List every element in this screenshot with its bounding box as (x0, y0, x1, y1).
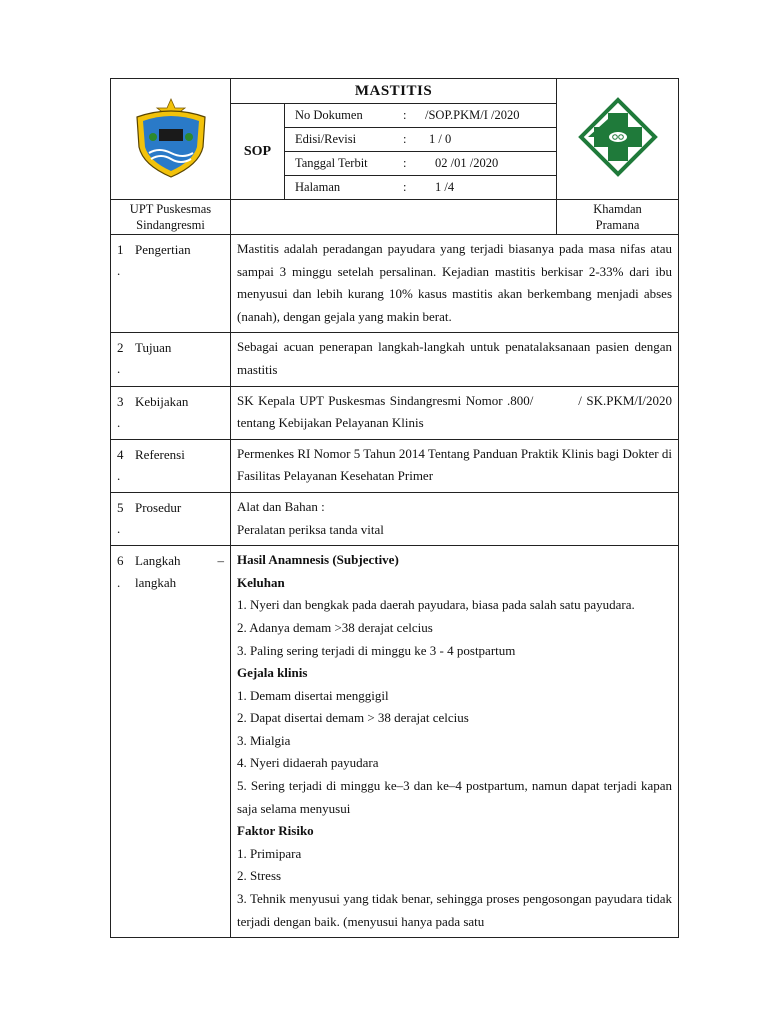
header-table (110, 78, 679, 235)
langkah-text (231, 546, 679, 938)
meta-tanggal-terbit: Tanggal Terbit : 02 /01 /2020 (285, 152, 557, 176)
pengertian-text: Mastitis adalah peradangan payudara yang terjadi biasanya pada masa nifas atau sampai 3 minggu setelah persalinan. Kejadian mastitis berkisar 2-33% dari ibu menyusui dan lebih kurang 10% kasus mastitis akan berkembang menjadi abses (nanah), dengan gejala yang makin berat. (231, 235, 679, 333)
org-left: UPT Puskesmas Sindangresmi (111, 200, 231, 235)
list-item: 4. Nyeri didaerah payudara (237, 755, 379, 771)
list-item: 3. Mialgia (237, 732, 291, 748)
list-item: 3. Tehnik menyusui yang tidak benar, sehingga proses pengosongan payudara tidak terjadi dengan baik. (menyusui hanya pada satu (237, 891, 672, 929)
list-item: 2. Dapat disertai demam > 38 derajat celcius (237, 710, 469, 726)
section-pengertian: 1 Pengertian . Mastitis adalah peradangan payudara yang terjadi biasanya pada masa nifas atau sampai 3 minggu setelah persalinan. Kejadian mastitis berkisar 2-33% dari ibu menyusui dan lebih kurang 10% kasus mastitis akan berkembang menjadi abses (nanah), dengan gejala yang makin berat. (111, 235, 679, 333)
heading-keluhan: Keluhan (237, 574, 285, 590)
heading-gejala-klinis: Gejala klinis (237, 665, 308, 681)
org-right: Khamdan Pramana (557, 200, 679, 235)
list-item: 3. Paling sering terjadi di minggu ke 3 - 4 postpartum (237, 642, 516, 658)
regency-emblem-icon (129, 95, 213, 179)
heading-faktor-risiko: Faktor Risiko (237, 823, 314, 839)
puskesmas-logo-cell (557, 79, 679, 200)
regency-logo-cell (111, 79, 231, 200)
referensi-text: Permenkes RI Nomor 5 Tahun 2014 Tentang Panduan Praktik Klinis bagi Dokter di Fasilitas Pelayanan Kesehatan Primer (231, 439, 679, 492)
list-item: 5. Sering terjadi di minggu ke–3 dan ke–4 postpartum, namun dapat terjadi kapan saja selama menyusui (237, 778, 672, 816)
meta-halaman: Halaman : 1 /4 (285, 176, 557, 200)
section-tujuan: 2 Tujuan . Sebagai acuan penerapan langkah-langkah untuk penatalaksanaan pasien dengan mastitis (111, 333, 679, 386)
org-middle-blank (231, 200, 557, 235)
list-item: 2. Stress (237, 868, 282, 884)
meta-edisi-revisi: Edisi/Revisi : 1 / 0 (285, 128, 557, 152)
sop-label: SOP (231, 104, 285, 200)
kebijakan-text: SK Kepala UPT Puskesmas Sindangresmi Nomor .800/ / SK.PKM/I/2020 tentang Kebijakan Pelayanan Klinis (231, 386, 679, 439)
prosedur-text: Alat dan Bahan : Peralatan periksa tanda vital (231, 492, 679, 545)
meta-no-dokumen: No Dokumen : /SOP.PKM/I /2020 (285, 104, 557, 128)
list-item: 2. Adanya demam >38 derajat celcius (237, 619, 433, 635)
content-table (110, 234, 679, 938)
heading-anamnesis: Hasil Anamnesis (Subjective) (237, 552, 399, 568)
section-kebijakan: 3 Kebijakan . SK Kepala UPT Puskesmas Sindangresmi Nomor .800/ / SK.PKM/I/2020 tentang Kebijakan Pelayanan Klinis (111, 386, 679, 439)
list-item: 1. Demam disertai menggigil (237, 687, 389, 703)
sop-document (110, 78, 678, 930)
section-langkah: 6 Langkah – . langkah Hasil Anamnesis (Subjective) Keluhan 1. Nyeri dan bengkak pada daerah payudara, biasa pada salah satu payudara. 2. Adanya demam >38 derajat celcius 3. Paling sering terjadi di minggu ke 3 - 4 postpartum Gejala klinis 1. Demam disertai menggigil 2. Dapat disertai demam > 38 derajat celcius 3. Mialgia 4. Nyeri didaerah payudara 5. Sering terjadi di minggu ke–3 dan ke–4 postpartum, namun dapat terjadi kapan saja selama menyusui Faktor Risiko 1. Primipara 2. Stress 3. Tehnik menyusui yang tidak benar, sehingga proses pengosongan payudara tidak terjadi dengan baik. (menyusui hanya pada satu (111, 546, 679, 938)
list-item: 1. Primipara (237, 845, 302, 861)
tujuan-text: Sebagai acuan penerapan langkah-langkah untuk penatalaksanaan pasien dengan mastitis (231, 333, 679, 386)
puskesmas-logo-icon (578, 97, 658, 177)
section-prosedur: 5 Prosedur . Alat dan Bahan : Peralatan periksa tanda vital (111, 492, 679, 545)
section-referensi: 4 Referensi . Permenkes RI Nomor 5 Tahun 2014 Tentang Panduan Praktik Klinis bagi Dokter di Fasilitas Pelayanan Kesehatan Primer (111, 439, 679, 492)
document-title: MASTITIS (231, 79, 557, 104)
list-item: 1. Nyeri dan bengkak pada daerah payudara, biasa pada salah satu payudara. (237, 597, 635, 613)
